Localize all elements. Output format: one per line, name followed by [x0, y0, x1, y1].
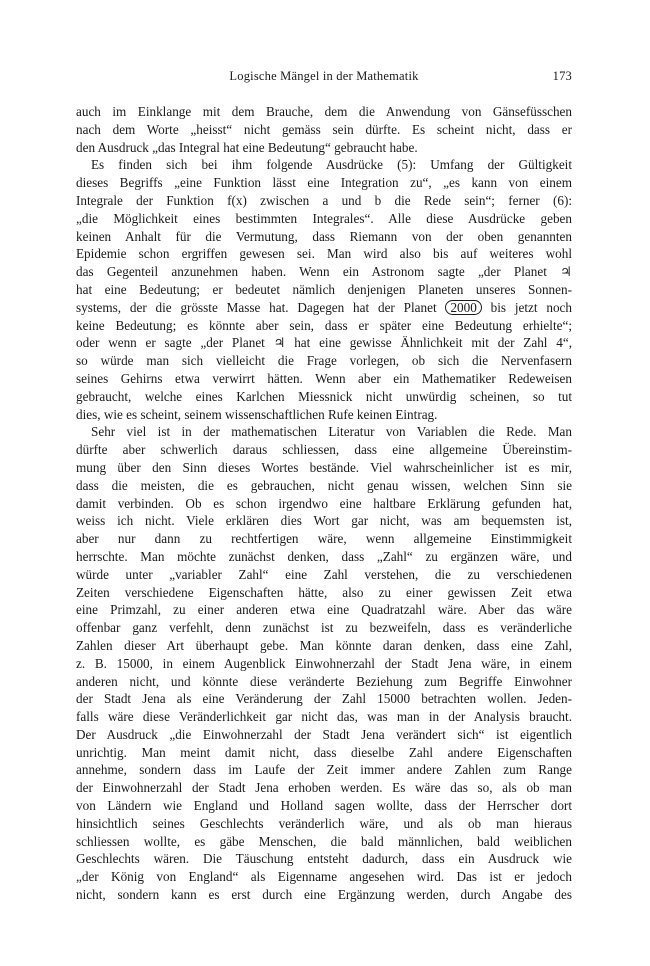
text-line: damit verbinden. Ob es schon irgendwo eine haltbare Erklärung gefunden hat,: [76, 495, 572, 511]
text-segment: bis jetzt noch: [481, 299, 572, 315]
text-line: oder wenn er sagte „der Planet ♃ hat eine gewisse Ähnlichkeit mit der Zahl 4“,: [76, 335, 572, 351]
page-number: 173: [552, 69, 572, 83]
text-line: „der König von England“ als Eigenname angesehen wird. Das ist er jedoch: [76, 869, 572, 885]
text-line: Epidemie schon ergriffen gewesen sei. Man wird also bis auf weiteres wohl: [76, 246, 572, 262]
text-line: aber nur dann zu rechtfertigen wäre, wenn allgemeine Einstimmigkeit: [76, 531, 572, 547]
text-line: falls wäre diese Veränderlichkeit gar nicht das, was man in der Analysis braucht.: [76, 709, 572, 725]
text-line: das Gegenteil anzunehmen haben. Wenn ein Astronom sagte „der Planet ♃: [76, 264, 572, 280]
text-line: eine Primzahl, zu einer anderen etwa eine Quadratzahl wäre. Aber das wäre: [76, 602, 572, 618]
body-text: [76, 103, 572, 904]
text-line: keinen Anhalt für die Vermutung, dass Riemann von der oben genannten: [76, 228, 572, 244]
text-line: von Ländern wie England und Holland sagen wollte, dass der Herrscher dort: [76, 798, 572, 814]
text-line: nach dem Worte „heisst“ nicht gemäss sein dürfte. Es scheint nicht, dass er: [76, 121, 572, 137]
text-line: nicht, sondern kann es erst durch eine Ergänzung werden, durch Angabe des: [76, 887, 572, 903]
text-line: dies, wie es scheint, seinem wissenschaftlichen Rufe keinen Eintrag.: [76, 406, 438, 422]
text-line: Zahlen dieser Art überhaupt gebe. Man könnte daran denken, dass eine Zahl,: [76, 637, 572, 653]
page-header: [76, 68, 572, 84]
text-segment: systems, der die grösste Masse hat. Dagegen hat der Planet: [76, 299, 446, 315]
text-line: hinsichtlich seines Geschlechts veränderlich wäre, und als ob man hieraus: [76, 815, 572, 831]
text-line: dass die meisten, die es gebrauchen, nicht genau wissen, welchen Sinn sie: [76, 477, 572, 493]
text-line: annehme, sondern dass im Laufe der Zeit immer andere Zahlen zum Range: [76, 762, 572, 778]
text-line: weiss ich nicht. Viele erklären dies Wort gar nicht, was am bequemsten ist,: [76, 513, 572, 529]
text-line: herrschte. Man möchte zunächst denken, dass „Zahl“ zu ergänzen wäre, und: [76, 548, 572, 564]
text-line: schliessen wollte, es gäbe Menschen, die bald männlichen, bald weiblichen: [76, 833, 572, 849]
text-line: dieses Begriffs „eine Funktion lässt eine Integration zu“, „es kann von einem: [76, 175, 572, 191]
text-line: Es finden sich bei ihm folgende Ausdrücke (5): Umfang der Gültigkeit: [91, 157, 572, 173]
text-line: auch im Einklange mit dem Brauche, dem die Anwendung von Gänsefüsschen: [76, 104, 572, 119]
text-line: Zeiten verschiedene Eigenschaften hätte, also zu einer gewissen Zeit etwa: [76, 584, 572, 600]
text-line: offenbar ganz verfehlt, denn zunächst ist zu bezweifeln, dass es veränderliche: [76, 620, 572, 636]
text-line: seines Gehirns etwa verwirrt hätten. Wenn aber ein Mathematiker Redeweisen: [76, 370, 572, 386]
text-line: hat eine Bedeutung; er bedeutet nämlich denjenigen Planeten unseres Sonnen-: [76, 281, 572, 297]
text-line: würde unter „variabler Zahl“ eine Zahl verstehen, die zu verschiedenen: [76, 566, 572, 582]
running-title: Logische Mängel in der Mathematik: [229, 69, 419, 83]
circled-annotation: 2000: [445, 300, 481, 315]
text-line: z. B. 15000, in einem Augenblick Einwohnerzahl der Stadt Jena wäre, in einem: [76, 655, 572, 671]
text-line: der Einwohnerzahl der Stadt Jena erhoben werden. Es wäre das so, als ob man: [76, 780, 572, 796]
text-line: Integrale der Funktion f(x) zwischen a und b die Rede sein“; ferner (6):: [76, 192, 572, 208]
text-line: Geschlechts wären. Die Täuschung entsteht dadurch, dass ein Ausdruck wie: [76, 851, 572, 867]
text-line: unrichtig. Man meint damit nicht, dass dieselbe Zahl andere Eigenschaften: [76, 744, 572, 760]
text-line: [76, 299, 572, 317]
text-line: den Ausdruck „das Integral hat eine Bedeutung“ gebraucht habe.: [76, 139, 418, 155]
text-line: so würde man sich vielleicht die Frage vorlegen, ob sich die Nervenfasern: [76, 353, 572, 369]
text-line: mung über den Sinn dieses Wortes bestände. Viel wahrscheinlicher ist es mir,: [76, 459, 572, 475]
text-line: anderen nicht, und könnte diese veränderte Beziehung zum Begriffe Einwohner: [76, 673, 572, 689]
text-line: keine Bedeutung; es könnte aber sein, dass er später eine Bedeutung erhielte“;: [76, 317, 572, 333]
text-line: Sehr viel ist in der mathematischen Literatur von Variablen die Rede. Man: [91, 424, 572, 440]
text-line: Der Ausdruck „die Einwohnerzahl der Stadt Jena verändert sich“ ist eigentlich: [76, 726, 572, 742]
text-line: gebraucht, welche eines Karlchen Miessnick nicht unwürdig scheinen, so tut: [76, 388, 572, 404]
text-line: „die Möglichkeit eines bestimmten Integrales“. Alle diese Ausdrücke geben: [76, 210, 572, 226]
text-line: dürfte aber schwerlich daraus schliessen, dass eine allgemeine Übereinstim-: [76, 442, 572, 458]
text-line: der Stadt Jena als eine Veränderung der Zahl 15000 betrachten wollen. Jeden-: [76, 691, 572, 707]
